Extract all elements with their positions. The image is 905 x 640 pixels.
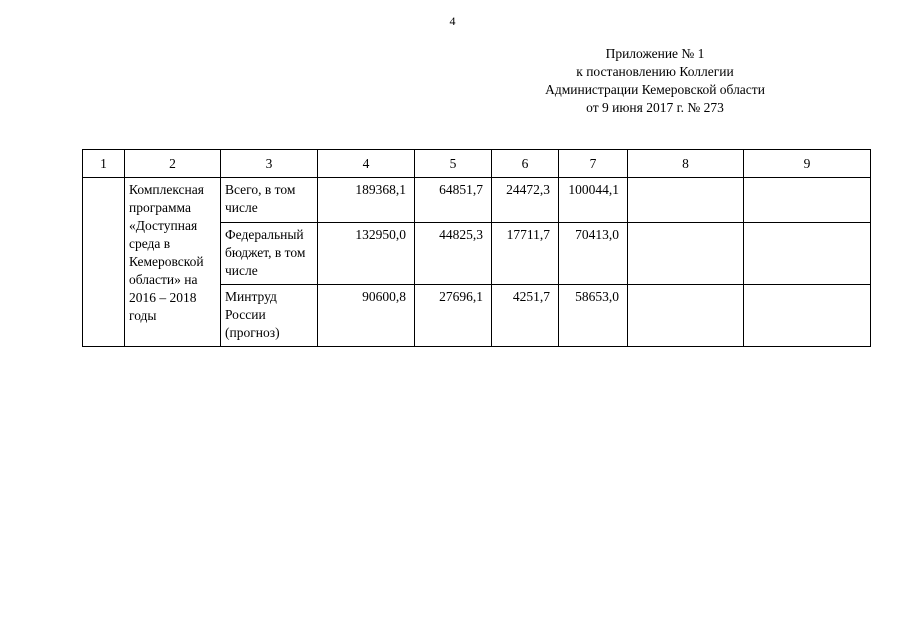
appendix-date: от 9 июня 2017 г. № 273 xyxy=(586,100,724,115)
appendix-authority: Администрации Кемеровской области xyxy=(545,82,765,97)
value-cell: 17711,7 xyxy=(492,223,559,285)
column-number: 6 xyxy=(492,150,559,178)
table-row xyxy=(83,178,871,223)
appendix-header xyxy=(520,45,790,117)
value-cell: 58653,0 xyxy=(559,285,628,347)
column-number: 5 xyxy=(415,150,492,178)
value-cell xyxy=(628,223,744,285)
value-cell xyxy=(744,223,871,285)
value-cell xyxy=(744,178,871,223)
column-number: 8 xyxy=(628,150,744,178)
value-cell: 100044,1 xyxy=(559,178,628,223)
value-cell xyxy=(628,178,744,223)
funding-source-cell: Минтруд России (прогноз) xyxy=(221,285,318,347)
program-name-cell: Комплексная программа «Доступная среда в Кемеровской области» на 2016 – 2018 годы xyxy=(125,178,221,347)
column-number-row xyxy=(83,150,871,178)
empty-cell xyxy=(83,178,125,347)
value-cell: 64851,7 xyxy=(415,178,492,223)
value-cell xyxy=(628,285,744,347)
column-number: 1 xyxy=(83,150,125,178)
value-cell xyxy=(744,285,871,347)
funding-source-cell: Всего, в том числе xyxy=(221,178,318,223)
value-cell: 90600,8 xyxy=(318,285,415,347)
column-number: 2 xyxy=(125,150,221,178)
page-number: 4 xyxy=(449,14,456,28)
value-cell: 132950,0 xyxy=(318,223,415,285)
value-cell: 24472,3 xyxy=(492,178,559,223)
appendix-title: Приложение № 1 xyxy=(605,46,705,61)
value-cell: 44825,3 xyxy=(415,223,492,285)
appendix-resolution: к постановлению Коллегии xyxy=(576,64,734,79)
value-cell: 4251,7 xyxy=(492,285,559,347)
value-cell: 70413,0 xyxy=(559,223,628,285)
value-cell: 189368,1 xyxy=(318,178,415,223)
program-budget-table xyxy=(82,149,871,347)
value-cell: 27696,1 xyxy=(415,285,492,347)
funding-source-cell: Федеральный бюджет, в том числе xyxy=(221,223,318,285)
column-number: 9 xyxy=(744,150,871,178)
column-number: 4 xyxy=(318,150,415,178)
column-number: 7 xyxy=(559,150,628,178)
column-number: 3 xyxy=(221,150,318,178)
